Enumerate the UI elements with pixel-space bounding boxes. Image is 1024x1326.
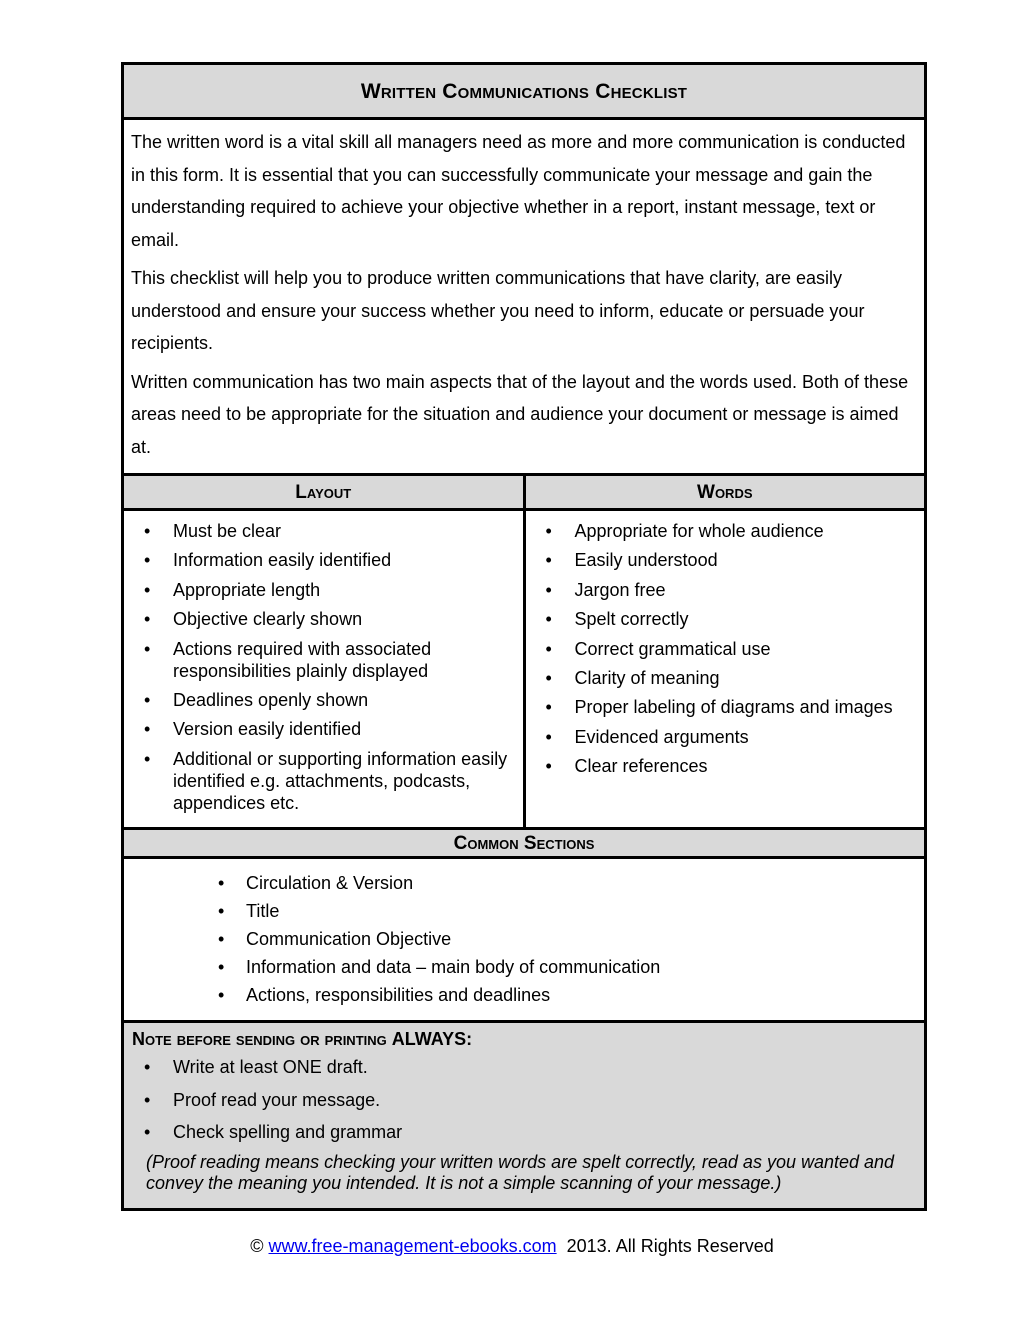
common-sections-heading: Common Sections bbox=[124, 830, 924, 859]
list-item: • Spelt correctly bbox=[542, 608, 915, 630]
layout-heading: Layout bbox=[124, 476, 523, 511]
intro-paragraph: This checklist will help you to produce written communications that have clarity, are easily understood and ensure your success whether you need to inform, educate or persuade your recipients. bbox=[131, 268, 865, 353]
layout-column bbox=[124, 476, 526, 827]
checklist-sheet bbox=[121, 62, 927, 1211]
list-item: • Objective clearly shown bbox=[140, 608, 513, 630]
intro-paragraph: Written communication has two main aspects that of the layout and the words used. Both of these areas need to be appropriate for the situation and audience your document or message is aimed at. bbox=[131, 371, 909, 457]
list-item: • Communication Objective bbox=[214, 928, 924, 950]
list-item: • Information easily identified bbox=[140, 549, 513, 571]
list-item: • Additional or supporting information easily identified e.g. attachments, podcasts, appendices etc. bbox=[140, 748, 513, 814]
copyright-symbol: © bbox=[250, 1236, 264, 1256]
list-item: • Title bbox=[214, 900, 924, 922]
intro-paragraph: The written word is a vital skill all managers need as more and more communication is conducted in this form. It is essential that you can successfully communicate your message and gain the understanding required to achieve your objective whether in a report, instant message, text or email. bbox=[131, 132, 906, 250]
list-item: • Proof read your message. bbox=[140, 1089, 916, 1111]
note-list bbox=[132, 1056, 916, 1143]
list-item: • Actions, responsibilities and deadlines bbox=[214, 984, 924, 1006]
list-item: • Check spelling and grammar bbox=[140, 1121, 916, 1143]
footer bbox=[0, 1236, 1024, 1257]
list-item: • Write at least ONE draft. bbox=[140, 1056, 916, 1078]
list-item: • Clarity of meaning bbox=[542, 667, 915, 689]
list-item: • Version easily identified bbox=[140, 718, 513, 740]
list-item: • Easily understood bbox=[542, 549, 915, 571]
list-item: • Appropriate for whole audience bbox=[542, 520, 915, 542]
common-sections-list bbox=[124, 859, 924, 1023]
list-item: • Correct grammatical use bbox=[542, 638, 915, 660]
words-column bbox=[526, 476, 925, 827]
note-explanation: (Proof reading means checking your written words are spelt correctly, read as you wanted and convey the meaning you intended. It is not a simple scanning of your message.) bbox=[146, 1151, 895, 1193]
layout-list bbox=[124, 511, 523, 827]
list-item: • Appropriate length bbox=[140, 579, 513, 601]
page-title: Written Communications Checklist bbox=[124, 65, 924, 120]
list-item: • Evidenced arguments bbox=[542, 726, 915, 748]
footer-text: 2013. All Rights Reserved bbox=[566, 1236, 774, 1256]
footer-link[interactable]: www.free-management-ebooks.com bbox=[268, 1236, 557, 1256]
list-item: • Must be clear bbox=[140, 520, 513, 542]
words-list bbox=[526, 511, 925, 791]
intro-section bbox=[124, 120, 924, 476]
list-item: • Proper labeling of diagrams and images bbox=[542, 696, 915, 718]
note-section bbox=[124, 1023, 924, 1208]
list-item: • Circulation & Version bbox=[214, 872, 924, 894]
list-item: • Jargon free bbox=[542, 579, 915, 601]
list-item: • Information and data – main body of communication bbox=[214, 956, 924, 978]
layout-words-table bbox=[124, 476, 924, 830]
list-item: • Actions required with associated responsibilities plainly displayed bbox=[140, 638, 513, 682]
list-item: • Clear references bbox=[542, 755, 915, 777]
note-title: Note before sending or printing ALWAYS: bbox=[132, 1029, 473, 1050]
list-item: • Deadlines openly shown bbox=[140, 689, 513, 711]
words-heading: Words bbox=[526, 476, 925, 511]
